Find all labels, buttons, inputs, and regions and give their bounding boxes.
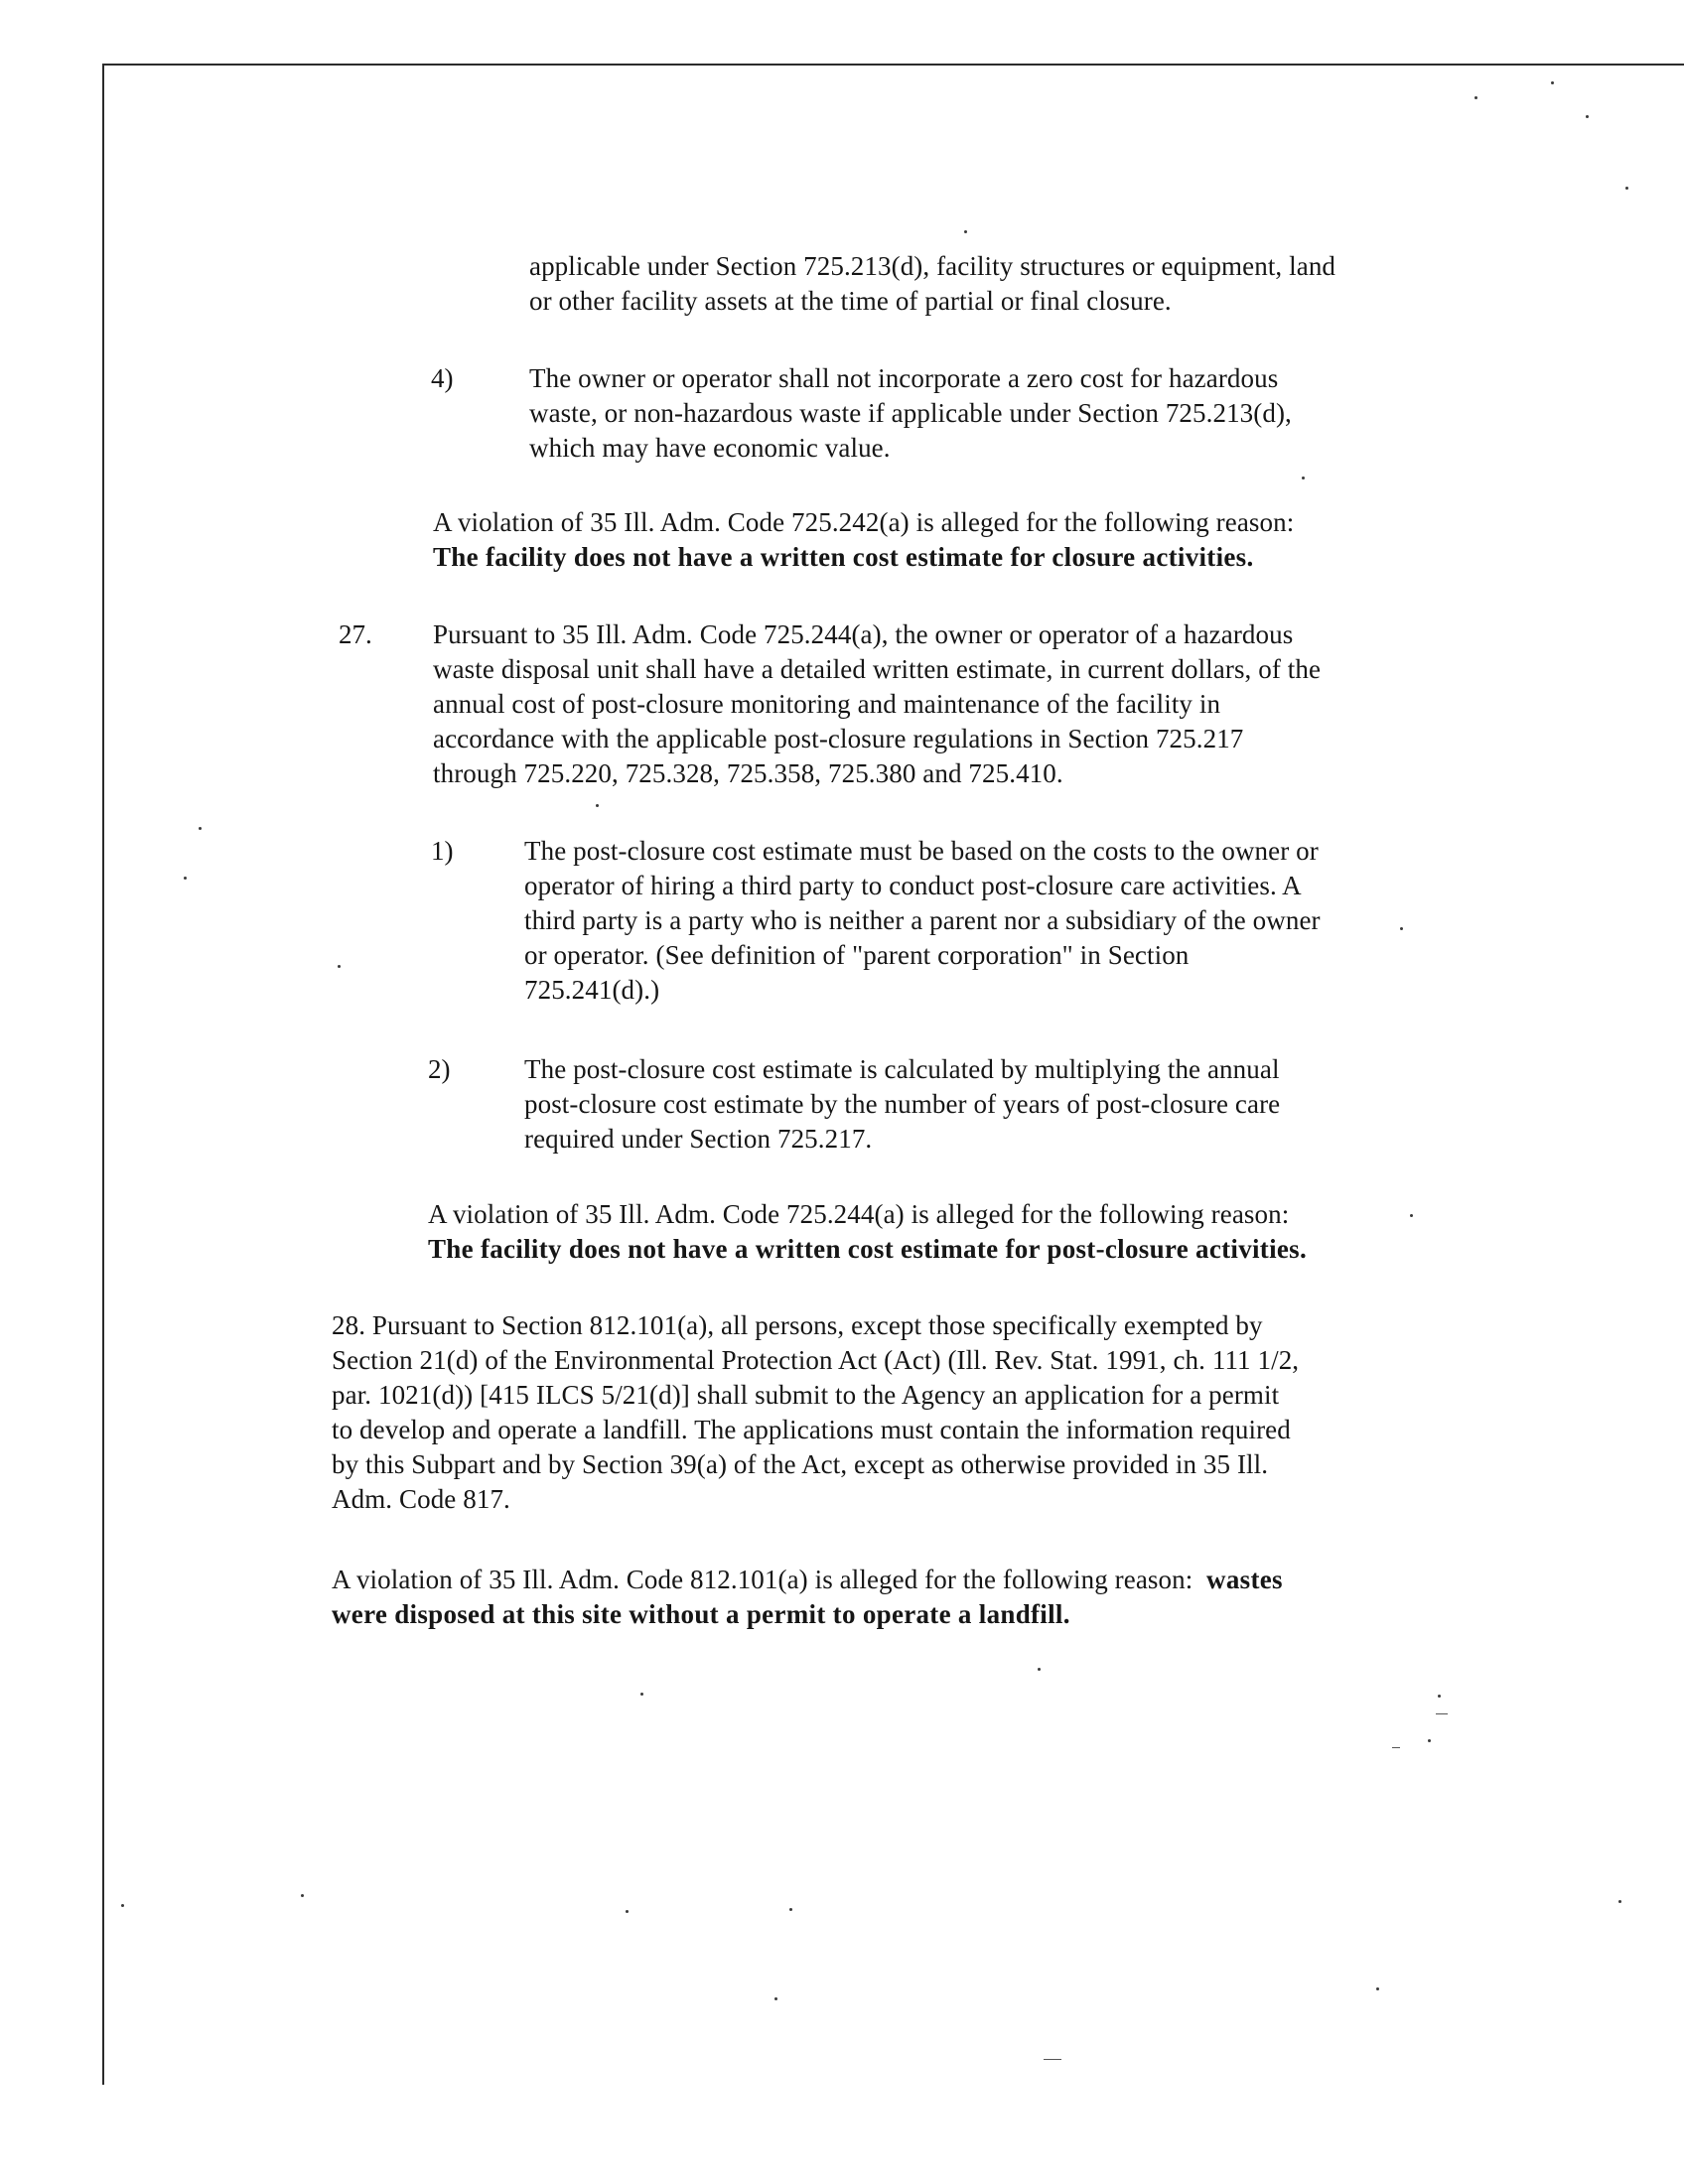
scan-speck bbox=[121, 1904, 124, 1907]
scan-speck bbox=[774, 1997, 777, 2000]
page-border-top bbox=[102, 64, 1684, 66]
violation-725-244-reason: The facility does not have a written cost estimate for post-closure activities. bbox=[428, 1234, 1308, 1264]
scan-speck bbox=[1400, 927, 1403, 930]
scan-speck bbox=[626, 1910, 629, 1913]
scan-speck bbox=[338, 965, 341, 968]
scan-speck bbox=[1474, 96, 1477, 99]
scan-speck bbox=[1302, 477, 1305, 479]
item-2-number: 2) bbox=[428, 1054, 451, 1084]
violation-812-101-reason: were disposed at this site without a permit to operate a landfill. bbox=[332, 1599, 1070, 1629]
continuation-paragraph: applicable under Section 725.213(d), facility structures or equipment, land or other facility assets at the time of partial or final closure. bbox=[529, 251, 1336, 316]
item-1-text: The post-closure cost estimate must be based on the costs to the owner or operator of hiring a third party to conduct post-closure care activities. A third party is a party who is neither a parent nor a subsidiary of the owner or operator. (See definition of "parent corporation" in Section 725.241(d).) bbox=[524, 836, 1321, 1005]
paragraph-27-text: Pursuant to 35 Ill. Adm. Code 725.244(a), the owner or operator of a hazardous waste disposal unit shall have a detailed written estimate, in current dollars, of the annual cost of post-closure monitoring and maintenance of the facility in accordance with the applicable post-closure regulations in Section 725.217 through 725.220, 725.328, 725.358, 725.380 and 725.410. bbox=[433, 619, 1322, 788]
scan-speck bbox=[301, 1894, 304, 1897]
scan-speck bbox=[1618, 1900, 1621, 1903]
scan-speck bbox=[789, 1908, 792, 1911]
scan-speck bbox=[184, 877, 187, 880]
scan-speck bbox=[1586, 115, 1589, 118]
scan-dash bbox=[1044, 2059, 1061, 2060]
violation-725-242: A violation of 35 Ill. Adm. Code 725.242(a) is alleged for the following reason: The facility does not have a written cost estimate for closure activities. bbox=[433, 505, 1294, 575]
item-1-number: 1) bbox=[431, 836, 454, 866]
scan-speck bbox=[964, 230, 967, 233]
scan-speck bbox=[596, 804, 599, 807]
scan-speck bbox=[1428, 1739, 1431, 1742]
scan-speck bbox=[640, 1693, 643, 1696]
paragraph-27-number: 27. bbox=[339, 619, 372, 649]
scan-dash bbox=[1436, 1713, 1448, 1714]
violation-725-244: A violation of 35 Ill. Adm. Code 725.244(a) is alleged for the following reason: The facility does not have a written cost estimate for post-closure activities. bbox=[428, 1197, 1307, 1267]
scan-speck bbox=[1551, 81, 1554, 84]
item-4-text: The owner or operator shall not incorporate a zero cost for hazardous waste, or non-hazardous waste if applicable under Section 725.213(d), which may have economic value. bbox=[529, 363, 1292, 463]
item-2-text: The post-closure cost estimate is calculated by multiplying the annual post-closure cost estimate by the number of years of post-closure care required under Section 725.217. bbox=[524, 1054, 1281, 1154]
scan-speck bbox=[1625, 187, 1628, 190]
violation-725-242-reason: The facility does not have a written cost estimate for closure activities. bbox=[433, 542, 1254, 572]
scan-dash bbox=[1392, 1747, 1400, 1748]
violation-812-101: A violation of 35 Ill. Adm. Code 812.101(a) is alleged for the following reason: wastes were disposed at this site without a permit to operate a landfill. bbox=[332, 1563, 1283, 1632]
scan-speck bbox=[199, 827, 202, 830]
scan-speck bbox=[1438, 1695, 1441, 1698]
paragraph-28-text: 28. Pursuant to Section 812.101(a), all persons, except those specifically exempted by Section 21(d) of the Environmental Protection Act (Act) (Ill. Rev. Stat. 1991, ch. 111 1/2, par. 1021(d)) [415 ILCS 5/21(d)] shall submit to the Agency an application for a permit to develop and operate a landfill. The applications must contain the information required by this Subpart and by Section 39(a) of the Act, except as otherwise provided in 35 Ill. Adm. Code 817. bbox=[332, 1310, 1300, 1514]
scan-speck bbox=[1376, 1987, 1379, 1990]
scan-speck bbox=[1410, 1214, 1413, 1217]
item-4-number: 4) bbox=[431, 363, 454, 393]
page-border-left bbox=[102, 64, 104, 2085]
scan-speck bbox=[1038, 1668, 1041, 1671]
